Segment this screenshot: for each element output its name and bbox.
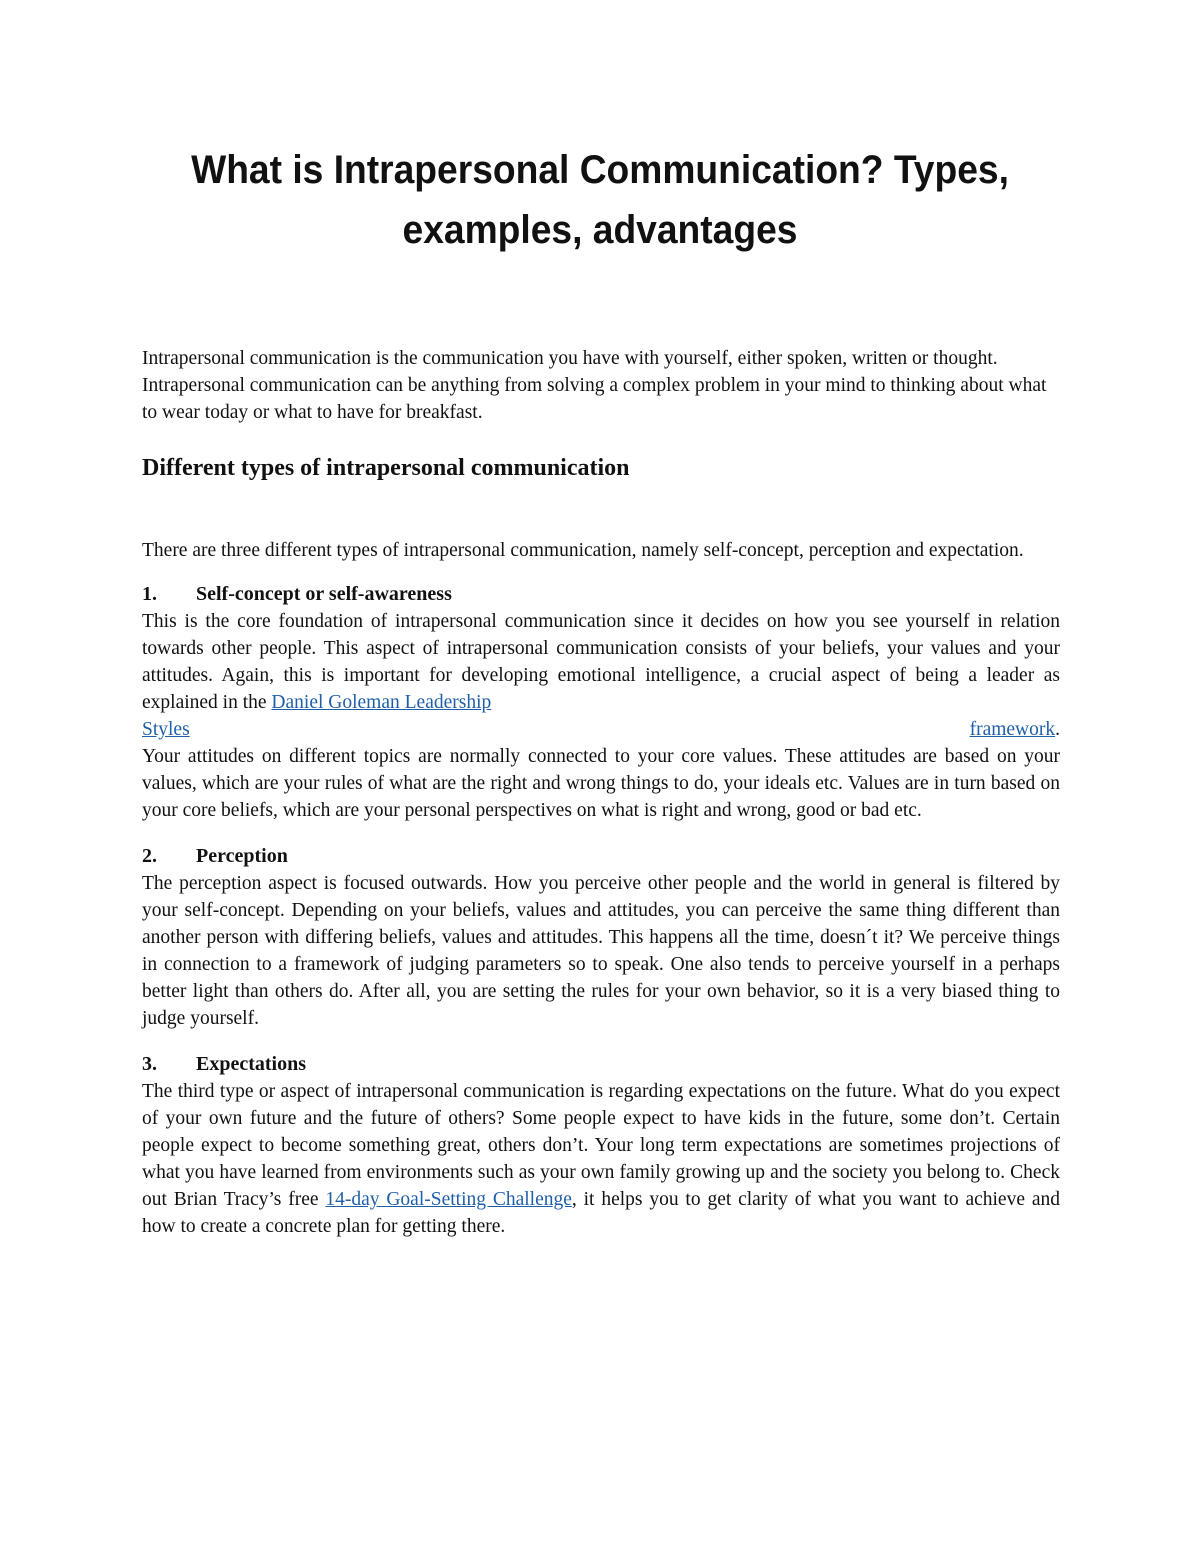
section-number: 2. bbox=[142, 845, 157, 867]
section-1-heading bbox=[142, 581, 1060, 608]
section-3-text: The third type or aspect of intrapersonal communication is regarding expectations on the future. What do you expect of your own future and the future of others? Some people expect to have kids in the future, some don’t. Certain people expect to become something great, others don’t. Your long term expectations are sometimes projections of what you have learned from environments such as your own family growing up and the society you belong to. Check out Brian Tracy’s free bbox=[142, 1081, 1060, 1210]
section-2-paragraph: The perception aspect is focused outwards. How you perceive other people and the world in general is filtered by your self-concept. Depending on your beliefs, values and attitudes, you can perceive the same thing different than another person with differing beliefs, values and attitudes. This happens all the time, doesn´t it? We perceive things in connection to a framework of judging parameters so to speak. One also tends to perceive yourself in a perhaps better light than others do. After all, you are setting the rules for your own behavior, so it is a very biased thing to judge yourself. bbox=[142, 873, 1060, 1029]
types-heading: Different types of intrapersonal communication bbox=[142, 455, 630, 481]
daniel-goleman-link-part1[interactable]: Daniel Goleman Leadership bbox=[271, 692, 492, 713]
section-1-paragraph bbox=[142, 608, 1060, 716]
goal-setting-challenge-link[interactable]: 14-day Goal-Setting Challenge bbox=[325, 1189, 572, 1210]
section-title: Expectations bbox=[196, 1053, 306, 1075]
daniel-goleman-link-part2[interactable]: Styles bbox=[142, 719, 190, 740]
page-title: What is Intrapersonal Communication? Types, examples, advantages bbox=[191, 148, 1009, 252]
section-2-heading bbox=[142, 843, 1060, 870]
section-number: 3. bbox=[142, 1053, 157, 1075]
section-1-link-line bbox=[142, 716, 1060, 743]
section-1-continued: Your attitudes on different topics are normally connected to your core values. These attitudes are based on your values, which are your rules of what are the right and wrong things to do, your ideals etc. Values are in turn based on your core beliefs, which are your personal perspectives on what is right and wrong, good or bad etc. bbox=[142, 746, 1060, 821]
section-3-text-after: , it helps you to get clarity of what you want to achieve and how to create a concrete plan for getting there. bbox=[142, 1189, 1060, 1237]
types-intro-paragraph: There are three different types of intrapersonal communication, namely self-concept, perception and expectation. bbox=[142, 540, 1024, 561]
section-title: Perception bbox=[196, 845, 288, 867]
intro-paragraph: Intrapersonal communication is the communication you have with yourself, either spoken, written or thought. Intrapersonal communication can be anything from solving a complex problem in your mind to thinking about what to wear today or what to have for breakfast. bbox=[142, 348, 1047, 423]
daniel-goleman-link-part3[interactable]: framework bbox=[969, 719, 1056, 740]
document-body bbox=[142, 345, 1060, 1240]
section-1-text: This is the core foundation of intrapersonal communication since it decides on how you see yourself in relation towards other people. This aspect of intrapersonal communication consists of your beliefs, your values and your attitudes. Again, this is important for developing emotional intelligence, a crucial aspect of being a leader as explained in the bbox=[142, 611, 1060, 713]
section-title: Self-concept or self-awareness bbox=[196, 583, 452, 605]
section-3-heading bbox=[142, 1051, 1060, 1078]
section-number: 1. bbox=[142, 583, 157, 605]
section-1-link-suffix: . bbox=[1055, 719, 1060, 740]
section-3-paragraph bbox=[142, 1078, 1060, 1240]
